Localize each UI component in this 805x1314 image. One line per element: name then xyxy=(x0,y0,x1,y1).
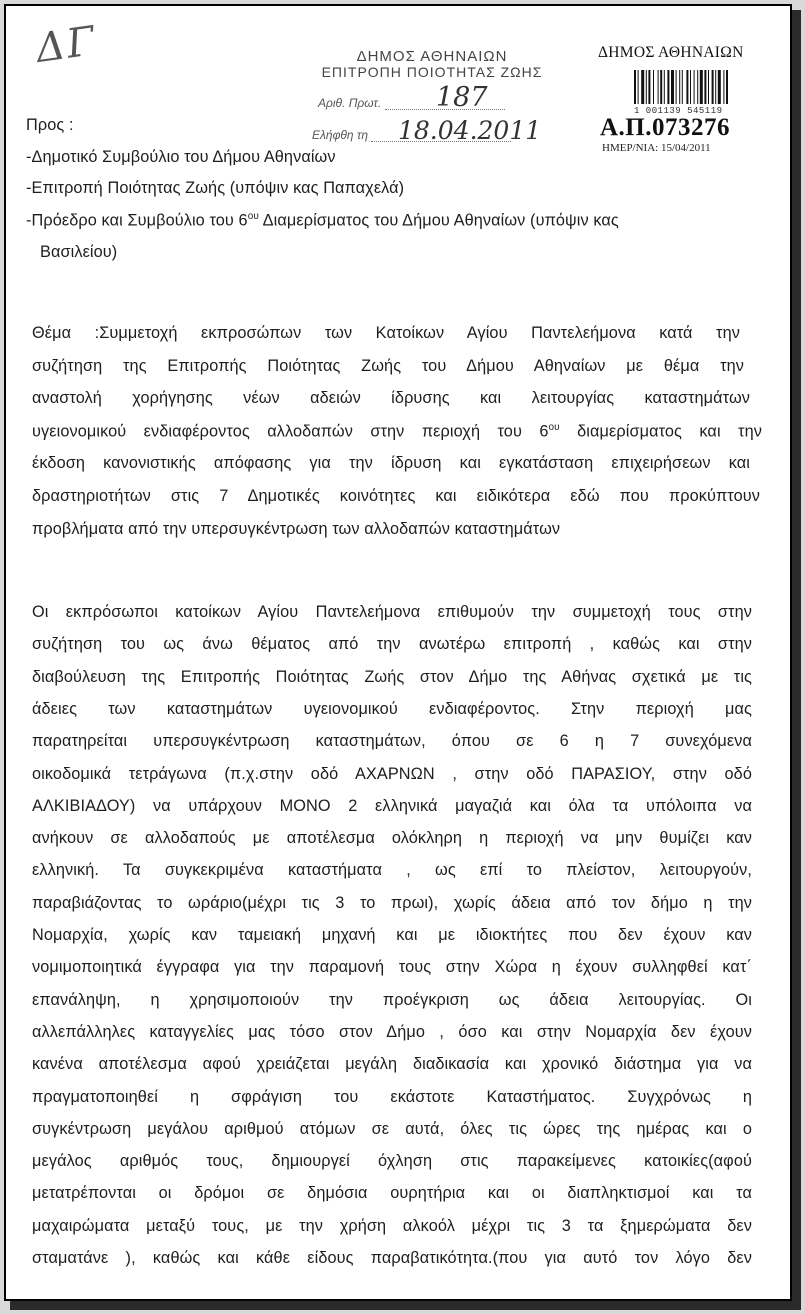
body-line: συζήτηση του ως άνω θέματος από την ανωτέρω επιτροπή , καθώς και στην xyxy=(32,635,752,654)
subject-line: δραστηριοτήτων στις 7 Δημοτικές κοινότητες και ειδικότερα εδώ που προκύπτουν xyxy=(32,487,760,505)
barcode-image xyxy=(634,70,764,110)
registry-date: ΗΜΕΡ/ΝΙΑ: 15/04/2011 xyxy=(602,142,711,154)
stamp-received-label: Ελήφθη τη xyxy=(312,128,369,142)
registry-label xyxy=(598,44,778,154)
body-line: κανένα αποτέλεσμα αφού χρειάζεται μεγάλη διαδικασία και χρονικό διάστημα για να xyxy=(32,1055,752,1074)
body-line: ΑΛΚΙΒΙΑΔΟΥ) να υπάρχουν ΜΟΝΟ 2 ελληνικά μαγαζιά και όλα τα υπόλοιπα να xyxy=(32,796,752,815)
handwritten-protocol-number: 187 xyxy=(436,82,488,113)
body-line: μετατρέπονται οι δρόμοι σε δημόσια ουρητήρια και οι διαπληκτισμοί και τα xyxy=(32,1184,752,1203)
handwritten-initials: ΔΓ xyxy=(33,18,100,72)
subject-line: συζήτηση της Επιτροπής Ποιότητας Ζωής του Δήμου Αθηναίων με θέμα την xyxy=(32,356,744,375)
subject-line: Θέμα :Συμμετοχή εκπροσώπων των Κατοίκων Αγίου Παντελεήμονα κατά την xyxy=(32,324,740,342)
body-line: παρατηρείται υπερσυγκέντρωση καταστημάτων, όπου σε 6 η 7 συνεχόμενα xyxy=(32,732,752,751)
recipient-item: -Δημοτικό Συμβούλιο του Δήμου Αθηναίων xyxy=(26,148,336,166)
body-line: νομιμοποιητικά έγγραφα για την παραμονή τους στην Χώρα η έχουν συλληφθεί κατ΄ xyxy=(32,958,752,977)
page-shadow-bottom xyxy=(10,1301,801,1310)
scanned-letter-page xyxy=(4,4,792,1301)
body-line: άδειες των καταστημάτων υγειονομικού ενδιαφέροντος. Στην περιοχή μας xyxy=(32,699,752,718)
body-line: μεγάλος αριθμός τους, δημιουργεί όχληση στις παρακείμενες κατοικίες(αφού xyxy=(32,1152,752,1171)
subject-line: υγειονομικού ενδιαφέροντος αλλοδαπών στην περιοχή του $6^{o\upsilon}$ διαμερίσματος και την xyxy=(32,421,762,441)
body-line: αλλεπάλληλες καταγγελίες μας τόσο στον Δήμο , όσο και στην Νομαρχία δεν έχουν xyxy=(32,1022,752,1041)
body-line: οικοδομικά τετράγωνα (π.χ.στην οδό ΑΧΑΡΝΩΝ , στην οδό ΠΑΡΑΣΙΟΥ, στην οδό xyxy=(32,764,752,783)
body-line: πραγματοποιηθεί η σφράγιση του εκάστοτε Καταστήματος. Συγχρόνως η xyxy=(32,1087,752,1106)
recipient-item: -Επιτροπή Ποιότητας Ζωής (υπόψιν κας Παπαχελά) xyxy=(26,179,405,197)
stamp-org-line1: ΔΗΜΟΣ ΑΘΗΝΑΙΩΝ xyxy=(356,48,508,65)
registry-ref-number: Α.Π.073276 xyxy=(600,114,730,141)
body-line: παραβιάζοντας το ωράριο(μέχρι τις 3 το πρωι), χωρίς άδεια από τον δήμο η την xyxy=(32,893,752,912)
subject-line: έκδοση κανονιστικής απόφασης για την ίδρυση και εγκατάσταση επιχειρήσεων και xyxy=(32,454,750,473)
body-line: ελληνική. Τα συγκεκριμένα καταστήματα , ως επί το πλείστον, λειτουργούν, xyxy=(32,861,752,880)
receipt-stamp xyxy=(302,48,562,145)
recipients-heading: Προς : xyxy=(26,116,74,134)
barcode-number: 1 001139 545119 xyxy=(634,106,723,116)
recipient-item: -Πρόεδρο και Συμβούλιο του $6^{o\upsilon}$ Διαμερίσματος του Δήμου Αθηναίων (υπόψιν κας xyxy=(26,211,619,230)
body-line: Νομαρχία, χωρίς καν ταμειακή μηχανή και με ιδιοκτήτες που δεν έχουν καν xyxy=(32,926,752,944)
body-line: συγκέντρωση μεγάλου αριθμού ατόμων σε αυτά, όλες τις ώρες της ημέρας και ο xyxy=(32,1119,752,1138)
body-line: ανήκουν σε αλλοδαπούς με αποτέλεσμα ολόκληρη η περιοχή να μην θυμίζει καν xyxy=(32,829,752,848)
body-line: Οι εκπρόσωποι κατοίκων Αγίου Παντελεήμονα επιθυμούν την συμμετοχή τους στην xyxy=(32,603,752,621)
page-shadow-right xyxy=(792,10,801,1307)
subject-line: αναστολή χορήγησης νέων αδειών ίδρυσης και λειτουργίας καταστημάτων xyxy=(32,389,750,408)
subject-line: προβλήματα από την υπερσυγκέντρωση των αλλοδαπών καταστημάτων xyxy=(32,519,561,538)
body-line: μαχαιρώματα μεταξύ τους, με την χρήση αλκοόλ μέχρι τις 3 τα ξημερώματα δεν xyxy=(32,1216,752,1235)
body-line: σταματάνε ), καθώς και κάθε είδους παραβατικότητα.(που για αυτό τον λόγο δεν xyxy=(32,1249,752,1267)
body-line: διαβούλευση της Επιτροπής Ποιότητας Ζωής στον Δήμο της Αθήνας σχετικά με τις xyxy=(32,667,752,686)
stamp-org-line2: ΕΠΙΤΡΟΠΗ ΠΟΙΟΤΗΤΑΣ ΖΩΗΣ xyxy=(321,64,543,80)
registry-org: ΔΗΜΟΣ ΑΘΗΝΑΙΩΝ xyxy=(598,44,744,61)
handwritten-received-date: 18.04.2011 xyxy=(398,116,542,145)
body-line: επανάληψη, η χρησιμοποιούν την προέγκριση ως άδεια λειτουργίας. Οι xyxy=(32,990,752,1009)
recipient-item: Βασιλείου) xyxy=(40,243,118,261)
stamp-protocol-label: Αριθ. Πρωτ. xyxy=(318,96,382,110)
